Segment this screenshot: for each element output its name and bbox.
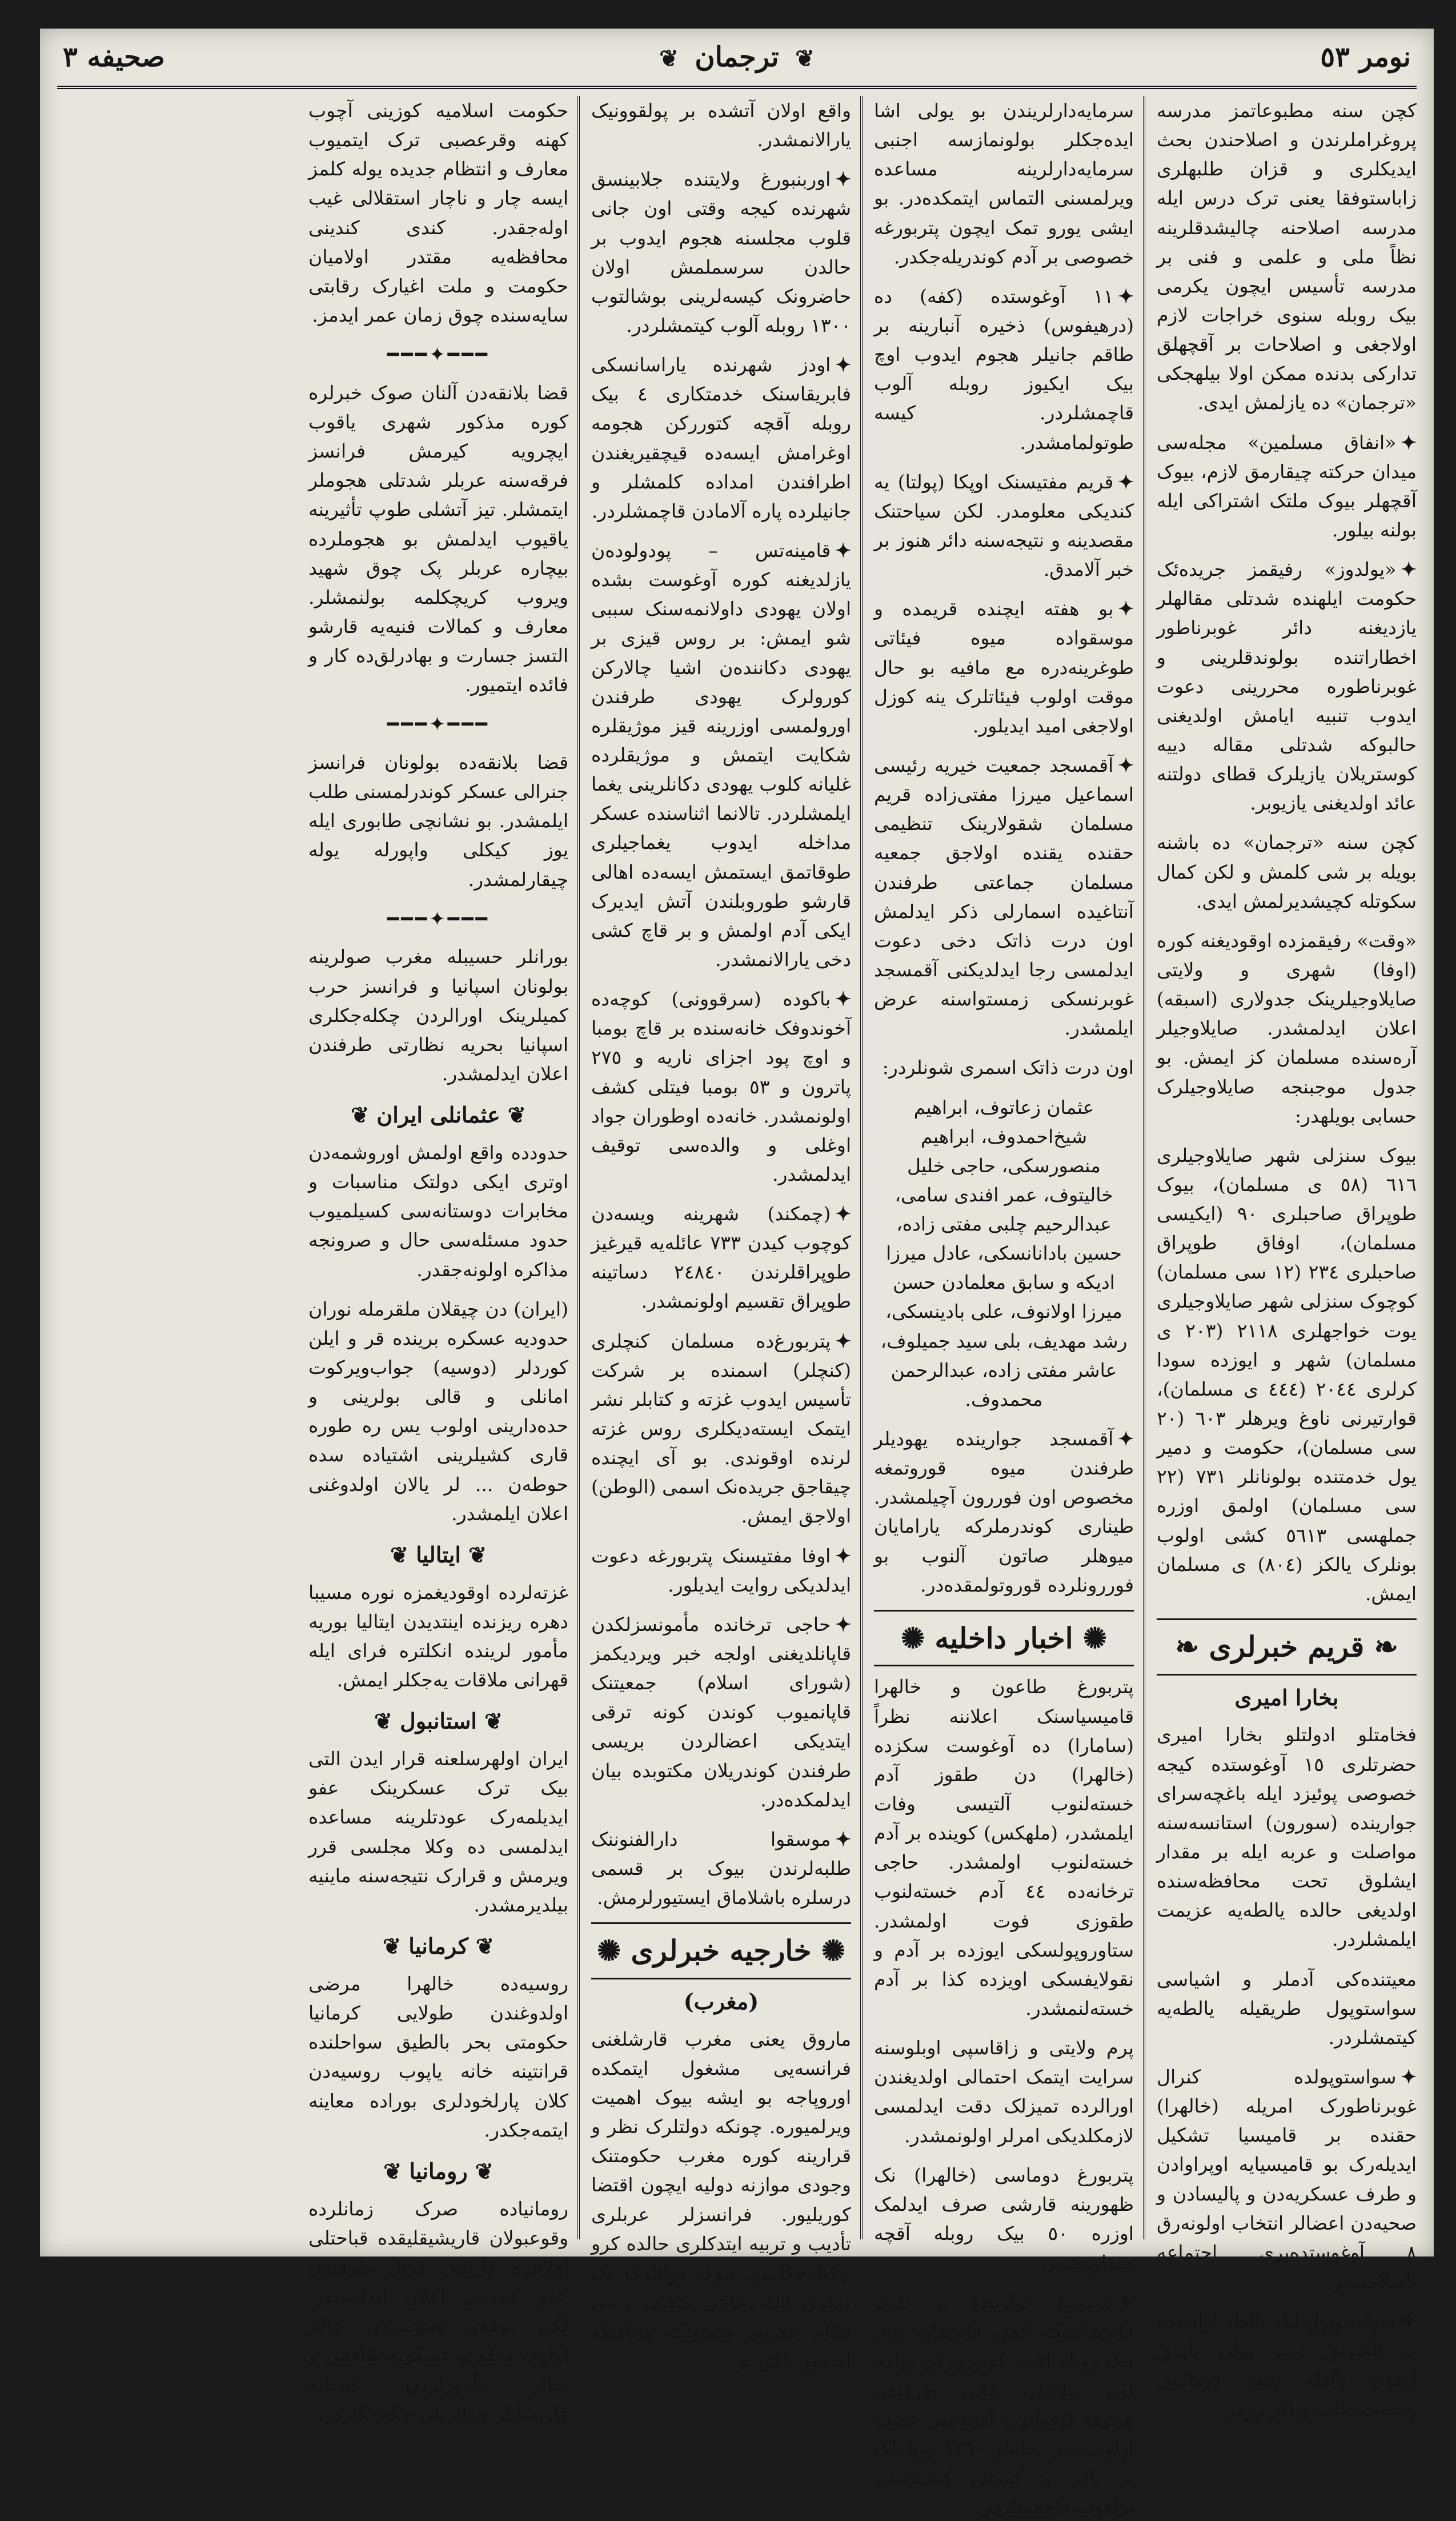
article-paragraph: ✦١١ آوغوستده (کفه) ده (درهیفوس) ذخیره آنبارینه بر طاقم جانیلر هجوم ایدوب اوچ بیک ایکیوز روبله آلوب قاچمشلردر. کیسه طوتولمامشدر. — [874, 284, 1134, 454]
ornament-icon: ❦ — [507, 1102, 526, 1128]
ornament-icon: ✺ — [821, 1934, 845, 1968]
separator-ornament-icon: ━━━✦━━━ — [387, 713, 490, 736]
ornament-icon: ❦ — [475, 2158, 494, 2184]
ornament-icon: ✺ — [597, 1934, 621, 1968]
ornament-icon: ❦ — [659, 45, 679, 72]
article-paragraph: سرمایه‌دارلریندن بو یولی اشا ایده‌جکلر بولونمازسه اجنبی سرمایه‌دارلرینه مساعده ویرلمسنی التماس ایتمکده‌در. بو ایشی یورو تمک ایچون پتربورغه خصوصی بر آدم کوندریله‌جکدر. — [874, 99, 1134, 268]
page-number: صحیفه ٣ — [63, 41, 165, 73]
article-paragraph: ✦«انفاق مسلمین» مجله‌سی میدان حرکته چیقارمق لازم، بیوک آقچهلر بیوک ملتک اشتراکی ایله بولنه بیلور. — [1157, 431, 1417, 541]
masthead — [57, 34, 1417, 89]
ornament-icon: ❦ — [390, 1541, 408, 1568]
bullet-star-icon: ✦ — [1401, 558, 1417, 581]
ornament-icon: ❦ — [351, 1102, 370, 1128]
article-paragraph: ✦(چمکند) شهرینه ویسه‌دن کوچوب کیدن ٧٣٣ عائله‌یه قیرغیز طوپراقلرندن ٢٤٨٤٠ دساتینه طوپراق تقسیم اولونمشدر. — [591, 1203, 852, 1313]
ornament-icon: ❦ — [484, 1708, 503, 1734]
article-paragraph: ✦«یولدوز» رفیقمز جریده‌ئک حکومت ایلهنده شدتلی مقالهلر یازدیغنه دائر غوبرناطور اخطاراتنده بولوندقلرینی و غوبرناطوره محررینی دعوت ایدوب تنبیه ایامش اولدیغنی حالبوکه شدتلی مقاله دییه کوستریلان یازیلرک قطای دولتنه عائد اولدیغنی یازیوبر. — [1157, 558, 1417, 815]
section-heading-domestic-news: ✺ اخبار داخلیه ✺ — [874, 1610, 1134, 1667]
article-paragraph: ✦باکوده (سرقوونی) کوچه‌ده آخوندوفک خانه‌سنده بر قاچ بومبا و اوچ پود اجزای ناریه و ٢٧٥ پاترون و ٥٣ بومبا فیتلی کشف اولونمشدر. خانه‌ده اوطوران جواد اوغلی و والده‌سی توقیف ایدلمشدر. — [591, 988, 852, 1185]
article-paragraph: بورانلر حسیبله مغرب صولرینه بولونان اسپانیا و فرانسز حرب کمیلرینک اورالردن چکله‌جکلری اسپانیا بحریه نظارتی طرفندن اعلان ایدلمشدر. — [308, 945, 568, 1085]
article-columns — [57, 96, 1417, 2518]
column-3 — [591, 96, 852, 2372]
column-4 — [308, 96, 568, 2424]
ornament-icon: ❦ — [383, 2158, 402, 2184]
article-paragraph: ✦آقمسجد جوارینده یهودیلر طرفندن میوه قوروتمغه مخصوص اون فوررون آچیلمشدر. طیناری کوندرملرکه یارامایان میوهلر صاتون آلنوب بو فوررونلرده قوروتولمقده‌در. — [874, 1428, 1134, 1596]
article-paragraph: پتربورغ دوماسی (خالهرا) نک ظهورینه قارشی صرف ایدلمک اوزره ٥٠ بیک روبله آقچه چیقارمشدر. — [874, 2163, 1134, 2274]
article-paragraph: کچن سنه «ترجمان» ده باشنه بویله بر شی کلمش و لکن کمال سکوتله کچیشدیرلمش ایدی. — [1157, 831, 1417, 912]
article-paragraph: ✦آقمسجد جمعیت خیریه رئیسی اسماعیل میرزا مفتی‌زاده قریم مسلمان شقولارینک تنظیمی حقنده یقنده اولاجق جمعیه مسلمان جماعتی طرفندن آنتاغیده اسمارلی ذکر ایدلمش اون درت ذاتک دخی دعوت ایدلمسی رجا ایدلدیکنی آقمسجد غوبرنسکی زمستوا‌سنه عرض ایلمشدر. — [874, 754, 1134, 1040]
article-paragraph: فخامتلو ادولتلو بخارا امیری حضرتلری ١٥ آوغوستده کیجه خصوصی پوئیزد ایله باغچه‌سرای جوارینده (سورون) استانسه‌سنه مواصلت و عربه ایله بر مقدار ایشلوق تحت محافظه‌سنده اولدیغی حالده یالطه‌یه عزیمت ایلمشلردر. — [1157, 1724, 1417, 1951]
ornament-icon: ❦ — [468, 1541, 487, 1568]
column-divider — [577, 96, 580, 2239]
bullet-star-icon: ✦ — [1118, 2291, 1134, 2314]
section-heading-foreign-news: ✺ خارجیه خبرلری ✺ — [591, 1922, 851, 1979]
bullet-star-icon: ✦ — [1118, 598, 1134, 620]
article-paragraph: قضا بلانقه‌ده بولونان فرانسز جنرالی عسکر کوندرلمسنی طلب ایلمشدر. بو نشانچی طابوری ایله یوز کیکلی واپورله یوله چیقارلمشدر. — [308, 751, 568, 891]
article-paragraph: قضا بلانقه‌دن آلنان صوک خبرلره کوره مذکور شهری یاقوب ایچرویه کیرمش فرانسز فرقه‌سنه عربلر شدتلی هجوملر ایتمشلر. تیز آتشلی طوپ تأثیرینه یاقیوب ایدلمش بو هجوملرده بیچاره عربلر پک چوق شهید ویروب کریچکلمه بولنمشلر. معارف و کمالات فنیه‌یه قارشو التسز جسارت و بهادرلق‌ده کار و فائده ایتمیور. — [308, 381, 568, 696]
issue-number: نومر ٥٣ — [1320, 41, 1411, 73]
ornament-icon: ✺ — [1083, 1621, 1107, 1655]
article-paragraph: ✦قریم مفتیسنک اوپکا (پولتا) یه کندیکی معلومدر. لکن سیاحتنک مقصدینه و نتیجه‌سنه دائر هنوز بر خبر آلامدق. — [874, 470, 1134, 581]
article-paragraph: حدودده واقع اولمش اوروشمه‌دن اوتری ایکی دولتک مناسبات و مخابرات دوستانه‌سی کسیلمیوب حدود مسئله‌سی حال و صرونجه مذاکره اولونه‌جقدر. — [308, 1141, 568, 1281]
article-paragraph: رومانیاده صرک زمانلرده وقوعبولان قاریشیقلیقده قباحتلی اولانلره قارشی قرال طرفندن عفو عمومی اعلان ایدلمشدر. لکن بوعفو عمومی‌دن عالم اولوب معلم و عسکریه طاقمی و سائر مأمورلردن عصیانه قاریشانلر جزالریلی چکه‌جکلردر. — [308, 2197, 568, 2424]
ornament-icon: ✺ — [901, 1621, 925, 1655]
column-2 — [874, 96, 1134, 2518]
bullet-star-icon: ✦ — [835, 1544, 851, 1567]
subheading-romania: ❦ رومانیا ❦ — [383, 2158, 494, 2184]
bullet-star-icon: ✦ — [835, 354, 851, 376]
ornament-icon: ❦ — [476, 1933, 494, 1959]
bullet-star-icon: ✦ — [1118, 470, 1134, 493]
article-paragraph: معیتنده‌کی آدملر و اشیاسی سواستوپول طریقیله یالطه‌یه کیتمشلردر. — [1157, 1967, 1417, 2049]
column-divider — [1143, 96, 1145, 2239]
article-paragraph: ✦بو هفته ایچنده قریمده و موسقواده میوه فیئاتی طوغرینه‌دره مع مافیه بو حال موقت اولوب فیئاتلرک ینه کوزل اولاجغی امید ایدیلور. — [874, 598, 1134, 737]
ornament-icon: ❧ — [1374, 1630, 1398, 1664]
bullet-star-icon: ✦ — [1118, 1428, 1134, 1450]
article-paragraph: پرم ولایتی و زاقاسپی اوبلوسنه سرایت ایتمک احتمالی اولدیغندن اورالرده تمیزلک دقت ایدلمسی لازمکلدیکی امرلر اولونمشدر. — [874, 2037, 1134, 2147]
bullet-star-icon: ✦ — [835, 1613, 851, 1636]
article-paragraph: ✦اوفا مفتیسنک پتربورغه دعوت ایدلدیکی روایت ایدیلور. — [591, 1544, 851, 1596]
article-paragraph: ✦قامینه‌تس – پودولوده‌ن یازلدیغنه کوره آوغوست بشده اولان یهودی داولانمه‌سنک سببی شو ایمش: بر روس قیزی بر یهودی دکاننده‌ن اشیا چالارکن کورولرک یهودی طرفندن اورولمسی اوزرینه قیز موژیقلره شکایت ایتمش و موژیقلرده غلیانه کلوب یهودی دکانلرینی یغما ایلمشلردر. تالانما اثناسنده عسکر مداخله ایدوب یغماجیلری طوقاتمق ایستمش ایسه‌ده اهالی قارشو طوروبلندن آتش ایدیرک ایکی آدم اولمش و بر قاچ کشی دخی یارالانمشدر. — [591, 539, 851, 971]
article-paragraph: ✦سواستوپول ایله یالطه آراسنده بر الکتریق دمیر یولی یاپمق ایچون یالطه شهر دوماسی رخصت طلب و اکر روس — [1157, 2310, 1417, 2420]
article-paragraph: ✦سواستوپولده کنرال غوبرناطورک امریله (خالهرا) حقنده بر قامیسیا تشکیل ایدیله‌رک بو قامیسیایه اوپراوادن و طرف عسکریه‌دن و پالیسادن و صحیه‌دن اعضالر انتخاب اولونه‌رق ٨ آوغوستده‌بری اجتماعه باشلامشدر. — [1157, 2065, 1417, 2292]
article-paragraph: پتربورغ طاعون و خالهرا قامیسیاسنک اعلاننه نظراً (سامارا) ده آوغوست سکزده (خالهرا) دن طقوز آدم خسته‌لنوب آلتیسی وفات ایلمشدر، (ملهکس) کوینده بر آدم خسته‌لنوب اولمشدر. حاجی ترخانه‌ده ٤٤ آدم خسته‌لنوب طقوزی فوت اولمشدر. ستاوروپولسکی ایوزده بر آدم و نقولایفسکی اویزده کذا بر آدم خسته‌لنمشدر. — [874, 1676, 1134, 2019]
newspaper-page — [40, 29, 1434, 2518]
ornament-icon: ❦ — [795, 45, 815, 72]
bullet-star-icon: ✦ — [835, 1329, 851, 1352]
bullet-star-icon: ✦ — [835, 1827, 851, 1850]
subheading-morocco: (مغرب) — [683, 1988, 759, 2014]
ornament-icon: ❦ — [383, 1933, 401, 1959]
article-paragraph: ✦حاجی ترخانده مأمونسزلکدن قاپانلدیغنی اولجه خبر ویردیکمز (شورای اسلام) جمعیتنک قاپانمیوب کوندن کونه ترقی ایتدیکی اعضالردن بریسی طرفندن کوندریلان مکتوبده بیان ایدلمکده‌در. — [591, 1613, 851, 1811]
article-paragraph: ایران اولهرسلعنه قرار ایدن التی بیک ترک عسکرینک عفو ایدیلمه‌رک عودتلرینه مساعده ایدلمسی ده وکلا مجلسی قرر ویرمش و قرارک نتیجه‌سنه ماینیه بیلدیرمشدر. — [308, 1748, 568, 1916]
bullet-star-icon: ✦ — [1401, 431, 1417, 454]
bullet-star-icon: ✦ — [835, 1203, 851, 1225]
section-heading-crimea: ❧ قریم خبرلری ❧ — [1157, 1618, 1417, 1676]
article-paragraph: (ایران) دن چیقلان ملقرمله نوران حدودیه عسکره برینده قر و ایلن کوردلر (دوسیه) جواب‌ویرکوت امانلی و قالی بولرینی و حده‌دارینی اولوب یس ره طوره قاری کشیلرینی اشتیاده سده حوطه‌ن ... لر یالان اولدوغنی اعلان ایلمشدر. — [308, 1297, 568, 1525]
article-paragraph: واقع اولان آتشده بر پولقوونیک یارالانمشدر. — [591, 99, 851, 151]
article-paragraph: کچن سنه مطبوعاتمز مدرسه پروغراملرندن و اصلاحندن بحث ایدیکلری و قزان طلبهلری زاباستوفقا یعنی ترک درس ایله مدرسه اصلاحنه چالیشدقلرینه نظاً ملی و علمی و فنی بر مدرسه تأسیس ایچون یکرمی بیک روبله سنوی خراجات لازم اولاجغی و اصلاحات بر آقچهلق تدارکی بدنده ممکن اولا بیلهجکی «ترجمان» ده یازلمش ایدی. — [1157, 99, 1417, 414]
masthead-title-block — [652, 41, 821, 73]
article-paragraph: ✦موسقوا دارالفنوننک طلبه‌لرندن بیوک بر قسمی درسلره باشلاماق ایستیورلرمش. — [591, 1827, 851, 1909]
article-paragraph: ✦پتربورغ‌ده مسلمان کنچلری (کنچلر) اسمنده بر شرکت تأسیس ایدوب غزته و کتابلر نشر ایتمک ایسته‌دیکلری روس غزته لرنده اوقوندی. بو آی ایچنده چیقاجق جریده‌نک اسمی (الوطن) اولاجق ایمش. — [591, 1329, 851, 1528]
article-paragraph: ماروق یعنی مغرب قارشلغنی فرانسه‌یی مشغول ایتمکده اوروپاجه بو ایشه بیوک اهمیت ویرلمیوره. چونکه دولتلرک نظر و قرارینه کوره مغرب حکومتنک وجودی موازنه دولیه ایچون اقتضا کوریلیور. فرانسزلر عربلری تأدیب و تربیه ایتدکلری حالده کرو چکیله‌جکلردر. بیوک دولتلرک یک دیکری ایله رقابتی ضعیف و بی نظام مغربی شمدیلک محافظه ایدیبور. لکن بو — [591, 2027, 851, 2372]
article-paragraph: اون درت ذاتک اسمری شونلردر: — [882, 1056, 1134, 1079]
subheading-istanbul: ❦ استانبول ❦ — [374, 1708, 503, 1734]
article-paragraph: ✦اودز شهرنده یاراسانسکی فابریقاسنک خدمتکاری ٤ بیک روبله آقچه کتوررکن هجومه اوغرامش ایسه‌ده قیچقیریغندن اطرافندن امداده کلمشلر و جانیلرده پاره آلامادن قاچمشلردر. — [591, 354, 852, 522]
article-paragraph: «وقت» رفیقمزده اوقودیغنه کوره (اوفا) شهری و ولایتی صایلاوجیلرینک جدولاری (اسبقه) اعلان ایدلمشدر. صایلاوجیلر آره‌سنده مسلمان کز ایمش. بو جدول موجبنجه صایلاوجیلرک حسابی بویلهدر: — [1157, 929, 1417, 1127]
article-paragraph: ✦اوربنبورغ ولایتنده جلابینسق شهرنده کیجه وقتی اون جانی قلوب مجلسنه هجوم ایدوب بر حالدن سرسملمش اولان حاضرونک کیسه‌لرینی بوشالتوب ١٣٠٠ روبله آلوب کیتمشلردر. — [591, 168, 851, 336]
ornament-icon: ❧ — [1175, 1630, 1200, 1664]
article-paragraph: غزته‌لرده اوقودیغمزه نوره مسیبا دهره ریزنده اینتدیدن ایتالیا بوریه مأمور لرینده انکلتره فرای ایله قهرانی ملاقات یه‌جکلر ایمش. — [308, 1581, 568, 1692]
article-paragraph: ✦پتربورغ جوارینده بر تفنک فابریقاسنک آدمی فابریقایه یدی بیک روبله آقچه کوتورورکن یولده اون سلاحلی جانی طرفندن هجومه اوغرایوب آقچه‌سی غصب اولونمشدر. جانیلر ١٣٦٠ روبله‌لک بر باقر و کموش کیسه‌سنی براقوب قاچمشلردر. — [874, 2291, 1134, 2518]
article-paragraph: روسیه‌ده خالهرا مرضی اولدوغندن طولایی کرمانیا حکومتی بحر بالطیق سواحلنده قرانتینه خانه یاپوب روسیه‌دن کلان پارلخودلری بوراده معاینه ایتمه‌جکدر. — [308, 1972, 568, 2141]
newspaper-title: ترجمان — [695, 41, 779, 73]
article-paragraph: حکومت اسلامیه کوزینی آچوب کهنه وقرعصبی ترک ایتمیوب معارف و انتظام جدیده یوله کلمز ایسه چار و ناچار استقلالی غیب اوله‌جقدر. کندی کندینی محافظه‌یه مقتدر اولامیان حکومت و ملت اغیارک رقابتی سایه‌سنده چوق زمان عمر ایدمز. — [308, 99, 568, 326]
article-paragraph: بیوک سنزلی شهر صایلاوجیلری ٦١٦ (٥٨ ی مسلمان)، بیوک طوپراق صاحبلری ٩٠ (ایکیسی مسلمان)، اوفاق طوپراق صاحبلری ٢٣٤ (١٢ سی مسلمان) کوچوک سنزلی شهر صایلاوجیلری یوت خواجهلری ٢١١٨ (٢٠٣ ی مسلمان) شهر و ایوزده سودا کرلری ٢٠٤٤ (٤٤٤ ی مسلمان)، قوارتیرنی ناوغ ویرهلر ٦٠٣ (٢٠ سی مسلمان)، حکومت و دمیر یول خدمتنده بولونانلر ٧٣١ (٢٢ سی مسلمان) اولمق اوزره جملهسی ٥٦١٣ کشی اولوب بونلرک یالکز (٨٠٤) ی مسلمان ایمش. — [1157, 1144, 1417, 1605]
column-1 — [1157, 96, 1417, 2420]
bullet-star-icon: ✦ — [1118, 754, 1134, 776]
separator-ornament-icon: ━━━✦━━━ — [387, 907, 490, 931]
bullet-star-icon: ✦ — [1401, 2310, 1417, 2332]
names-list: عثمان زعاتوف، ابراهیم شیخ‌احمدوف، ابراهیم منصورسکی، حاجی خلیل خالیتوف، عمر افندی سامی، عبدالرحیم چلبی مفتی زاده، حسین بادانانسکی، عادل میرزا ادیکه و سابق معلمادن حسن میرزا اولانوف، علی بادینسکی، رشد مهدیف، بلی سید جمیلوف، عاشر مفتی زاده، عبدالرحمن محمدوف. — [880, 1096, 1128, 1410]
subheading-germany: ❦ کرمانیا ❦ — [383, 1933, 494, 1959]
bullet-star-icon: ✦ — [835, 539, 851, 562]
bullet-star-icon: ✦ — [835, 168, 851, 191]
bullet-star-icon: ✦ — [1118, 284, 1134, 307]
ornament-icon: ❦ — [374, 1708, 392, 1734]
subheading-italy: ❦ ایتالیا ❦ — [390, 1541, 487, 1568]
subheading-bukhara-emir: بخارا امیری — [1234, 1684, 1339, 1710]
separator-ornament-icon: ━━━✦━━━ — [387, 343, 490, 367]
bullet-star-icon: ✦ — [835, 988, 851, 1011]
column-divider — [860, 96, 863, 2239]
subheading-ottoman-iran: ❦ عثمانلی ایران ❦ — [351, 1102, 526, 1128]
bullet-star-icon: ✦ — [1401, 2065, 1417, 2088]
